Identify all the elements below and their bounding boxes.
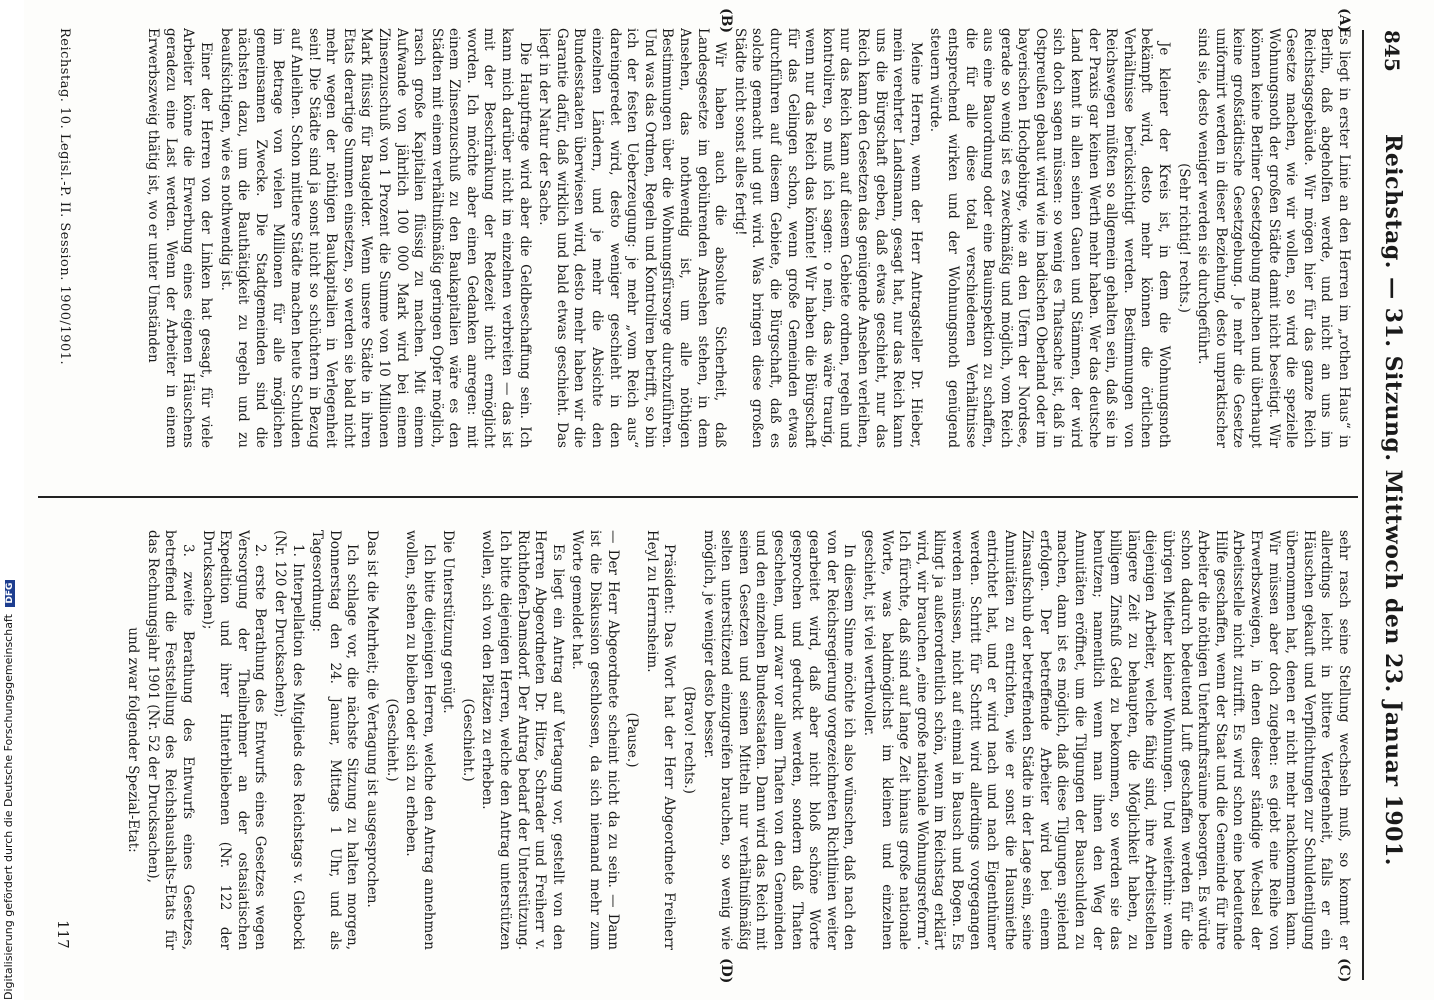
interjection: (Sehr richtig! rechts.): [1175, 163, 1192, 313]
header-rule: [1362, 30, 1364, 980]
interjection: (Pause.): [624, 712, 641, 768]
paragraph: Das ist die Mehrheit; die Vertagung ist ausgesprochen.: [363, 530, 380, 908]
agenda-item: 2. erste Berathung des Entwurfs eines Gesetzes wegen Versorgung der Theilnehmer an der ostasiatischen Expedition und ihrer Hinterbliebenen (Nr. 122 der Drucksachen);: [199, 530, 269, 950]
paragraph: Meine Herren, wenn der Herr Antragsteller Dr. Hieber, mein verehrter Landsmann, gesagt hat, nur das Reich kann uns die Bürgschaft geben, daß etwas geschieht, nur das Reich kann den Gesetzen das genügende Ansehen verleihen, nur das Reich kann auf diesem Gebiete ordnen, regeln und kontroliren, so muß ich sagen: o nein, das wäre traurig, wenn nur das Reich das könnte! Wir haben die Bürgschaft für das Gelingen schon, wenn große Gemeinden etwas durchführen auf diesem Gebiete, die Bürgschaft, daß es solche gemacht und gut wird. Was bringen diese großen Städte nicht sonst alles fertig!: [731, 28, 924, 448]
credit-text: Digitalisierung gefördert durch die Deutsche Forschungsgemeinschaft: [2, 614, 15, 1000]
margin-marker-c: (C): [1336, 958, 1352, 983]
interjection: (Bravo! rechts.): [681, 686, 698, 794]
paragraph: Die Hauptfrage wird aber die Geldbeschaffung sein. Ich kann mich darüber nicht im einzelnen verbreiten — das ist mit der Beschränkung der Redezeit nicht ermöglicht worden. Ich möchte aber einen Gedanken anregen: mit einem Zinsenzuschuß zu den Baukapitalien wäre es den Städten mit einem verhältnißmäßig geringen Opfer möglich, rasch große Kapitalien flüssig zu machen. Mit einem Aufwande von jährlich 100 000 Mark wird bei einem Zinsenzuschuß von 1 Prozent die Summe von 10 Millionen Mark flüssig für Baugelder. Wenn unsere Städte in ihren Etats derartige Summen einsetzen, so werden sie bald nicht mehr wegen der nöthigen Baukapitalien in Verlegenheit sein! Die Städte sind ja sonst nicht so schüchtern in Bezug auf Anleihen. Schon mittlere Städte machen heute Schulden im Betrage von vielen Millionen für alle möglichen gemeinsamen Zwecke. Die Stadtgemeinden sind die nächsten dazu, um die Bauthätigkeit zu regeln und zu beaufsichtigen, wie es nothwendig ist.: [217, 28, 533, 448]
paragraph: Es liegt in erster Linie an den Herren im „rothen Haus“ in Berlin, daß abgeholfen werde, und nicht an uns im Reichstagsgebäude. Wir mögen hier für das ganze Reich Gesetze machen, wie wir wollen, so wird die spezielle Wohnungsnoth der großen Städte damit nicht beseitigt. Wir können keine Berliner Gesetzgebung machen und überhaupt keine großstädtische Gesetzgebung. Je mehr die Gesetze uniformirt werden in dieser Beziehung, desto unpraktischer sind sie, desto weniger werden sie durchgeführt.: [1195, 28, 1352, 448]
running-title: Reichstag. — 31. Sitzung. Mittwoch den 23. Januar 1901.: [1380, 134, 1406, 866]
agenda-item: 3. zweite Berathung des Entwurfs eines Gesetzes, betreffend die Feststellung des Reichshaushalts-Etats für das Rechnungsjahr 1901 (Nr. 52 der Drucksachen),: [144, 530, 196, 950]
margin-marker-d: (D): [718, 958, 734, 984]
paragraph: Es liegt ein Antrag auf Vertagung vor, gestellt von den Herren Abgeordneten Dr. Hitze, Schrader und Freiherr v. Richthofen-Damsdorf. Der Antrag bedarf der Unterstützung. Ich bitte diejenigen Herren, welche den Antrag unterstützen wollen, sich von den Plätzen zu erheben.: [479, 530, 566, 950]
paragraph: Ich bitte diejenigen Herren, welche den Antrag annehmen wollen, stehen zu bleiben oder sich zu erheben.: [403, 530, 437, 950]
paragraph: sehr rasch seine Stellung wechseln muß, so kommt er allerdings leicht in bittere Verlegenheit, falls er ein Häuschen gekauft und Verpflichtungen zur Schuldentilgung übernommen hat, denen er nicht mehr nachkommen kann. Wir müssen aber doch zugeben: es giebt eine Reihe von Erwerbszweigen, in denen dieser ständige Wechsel der Arbeitsstelle nicht zutrifft. Es wird schon eine bedeutende Hilfe geschaffen, wenn der Staat und die Gemeinde für ihre Arbeiter die nöthigen Unterkunftsräume besorgen. Es würde schon dadurch bedeutend Luft geschaffen werden für die übrigen Miether kleiner Wohnungen. Und weiterhin: wenn diejenigen Arbeiter, welche fähig sind, ihre Arbeitsstellen längere Zeit zu behaupten, die Möglichkeit haben, zu billigem Zinsfuß Geld zu bekommen, so werden sie das benutzen; namentlich wenn man ihnen den Weg der Annuitäten eröffnet, um die Tilgungen der Bauschulden zu machen, dann ist es möglich, daß diese Tilgungen spielend erfolgen. Der betreffende Arbeiter wird bei einem Zinsaufschub der betreffenden Städte in der Lage sein, seine Annuitäten zu entrichten, wie er sonst die Hausmiethe entrichtet hat, und er wird nach und nach Eigenthümer werden. Schritt für Schritt wird allerdings vorgegangen werden müssen, nicht auf einmal in Bausch und Bogen. Es klingt ja außerordentlich schön, wenn im Reichstag erklärt wird, wir brauchen „eine große nationale Wohnungsreform“. Ich fürchte, daß sind auf lange Zeit hinaus große nationale Worte, was baldmöglichst im kleinen und einzelnen geschieht, ist viel werthvoller.: [860, 530, 1352, 950]
paragraph: — Der Herr Abgeordnete scheint nicht da zu sein. — Dann ist die Diskussion geschlossen, da sich niemand mehr zum Worte gemeldet hat.: [569, 530, 621, 950]
paragraph: In diesem Sinne möchte ich also wünschen, daß nach den von der Reichsregierung vorgezeichneten Richtlinien weiter gearbeitet wird, daß aber nicht bloß schöne Worte gesprochen und gedruckt werden, sondern daß Thaten geschehen, und zwar vor allem Thaten von den Gemeinden und den einzelnen Bundesstaaten. Dann wird das Reich mit seinen Gesetzen und seinen Mitteln nur verhältnißmäßig selten unterstützend einzugreifen brauchen, so wenig wie möglich, je weniger desto besser.: [700, 530, 858, 950]
interjection: (Geschieht.): [459, 698, 476, 782]
digitization-credit: [2, 582, 15, 1000]
left-text-column: [52, 28, 1352, 448]
right-text-column: [52, 530, 1352, 950]
margin-marker-a: (A): [1336, 8, 1352, 33]
page-number: 845: [1380, 30, 1404, 72]
page-header: [1370, 30, 1410, 970]
column-divider: [38, 496, 1358, 498]
document-page: [24, 0, 1434, 1000]
paragraph: Je kleiner der Kreis ist, in dem die Wohnungsnoth bekämpft wird, desto mehr können die örtlichen Verhältnisse berücksichtigt werden. Bestimmungen von Reichswegen müßten so allgemein gehalten sein, daß sie in der Praxis gar keinen Werth mehr haben. Wer das deutsche Land kennt in allen seinen Gauen und Stämmen, der wird sich doch sagen müssen: so wenig es Thatsache ist, daß in Ostpreußen gebaut wird wie im badischen Oberland oder im bayerischen Hochgebirge, wie an den Ufern der Nordsee, gerade so wenig ist es zweckmäßig und möglich, vom Reich aus eine Bauordnung oder eine Bauinspektion zu schaffen, die für alle diese total verschiedenen Verhältnisse entsprechend wirken und der Wohnungsnoth genügend steuern würde.: [927, 28, 1173, 448]
speaker-paragraph: Präsident: Das Wort hat der Herr Abgeordnete Freiherr Heyl zu Herrnsheim.: [643, 530, 678, 950]
paragraph: Ich schlage vor, die nächste Sitzung zu halten morgen, Donnerstag den 24. Januar, Mittags 1 Uhr, und als Tagesordnung:: [309, 530, 361, 950]
agenda-item: 1. Interpellation des Mitglieds des Reichstags v. Glebocki (Nr. 120 der Drucksachen);: [271, 530, 306, 950]
margin-marker-b: (B): [718, 8, 734, 34]
interjection: (Geschieht.): [383, 698, 400, 782]
paragraph: Die Unterstützung genügt.: [440, 530, 457, 714]
paragraph: Einer der Herren von der Linken hat gesagt, für viele Arbeiter könne die Erwerbung eines eigenen Häuschens geradezu eine Last werden. Wenn der Arbeiter in einem Erwerbszweig thätig ist, wo er unter Umständen: [145, 28, 214, 448]
printer-signature: Reichstag. 10. Legisl.-P. II. Session. 1900/1901.: [57, 28, 72, 366]
sheet-number: 117: [54, 920, 72, 949]
dfg-logo-icon: DFG: [5, 580, 15, 607]
paragraph: Wir haben auch die absolute Sicherheit, daß Landesgesetze im gebührenden Ansehen stehen, in dem Ansehen, das nothwendig ist, um alle nöthigen Bestimmungen über die Wohnungsfürsorge durchzuführen. Und was das Ordnen, Regeln und Kontroliren betrifft, so bin ich der festen Ueberzeugung: je mehr „vom Reich aus“ dareingeredet wird, desto weniger geschieht in den einzelnen Ländern, und je mehr die Absichte den Bundesstaaten überwiesen wird, desto mehr haben wir die Garantie dafür, daß wirklich und bald etwas geschieht. Das liegt in der Natur der Sache.: [536, 28, 729, 448]
agenda-subline: und zwar folgender Spezial-Etat:: [125, 627, 142, 853]
